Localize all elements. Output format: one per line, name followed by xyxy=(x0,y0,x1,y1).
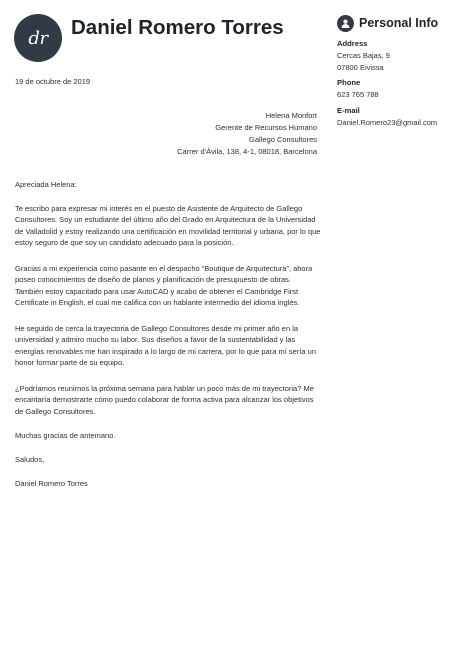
phone-label: Phone xyxy=(337,78,361,87)
letter-thanks: Muchas gracias de antemano. xyxy=(15,431,116,440)
recipient-title: Gerente de Recursos Humano xyxy=(215,123,317,132)
person-icon xyxy=(337,15,354,32)
recipient-name: Helena Monfort xyxy=(265,111,317,120)
recipient-company: Gallego Consultores xyxy=(249,135,317,144)
personal-info-sidebar xyxy=(337,14,467,127)
letter-closing: Saludos, xyxy=(15,455,45,464)
phone-value: 623 765 788 xyxy=(337,90,379,99)
personal-info-header xyxy=(337,14,467,32)
personal-info-title: Personal Info xyxy=(359,16,439,30)
letter-paragraph-3: He seguido de cerca la trayectoria de Gallego Consultores desde mi primer año en la universidad y admiro mucho su labor. Sus diseños a favor de la sustentabilidad y las energías renovables me han inspirado a lo largo de mi carrera, por lo que para mí sería un honor formar parte de su equipo. xyxy=(15,324,316,367)
email-label: E-mail xyxy=(337,106,360,115)
address-line-2: 07800 Eivissa xyxy=(337,63,384,72)
email-value: Daniel.Romero23@gmail.com xyxy=(337,118,438,127)
letter-paragraph-4: ¿Podríamos reunirnos la próxima semana para hablar un poco más de mi trayectoria? Me encantaría demostrarte cómo puedo colaborar de forma activa para alcanzar los objetivos de Gallego Consultores. xyxy=(15,384,314,416)
letter-paragraph-2: Gracias a mi experiencia como pasante en el despacho “Boutique de Arquitectura”, ahora poseo conocimientos de diseño de planos y planificación de presupuesto de obras. También estoy capacitado para usar AutoCAD y acabo de obtener el Cambridge First Certificate in English, el cual me califica con un hablante intermedio del idioma inglés. xyxy=(15,264,313,307)
applicant-name: Daniel Romero Torres xyxy=(71,16,284,39)
monogram-avatar: dr xyxy=(14,14,62,62)
address-line-1: Cercas Bajas, 9 xyxy=(337,51,390,60)
letter-date: 19 de octubre de 2019 xyxy=(15,77,91,86)
letter-paragraph-1: Te escribo para expresar mi interés en el puesto de Asistente de Arquitecto de Gallego Consultores. Soy un estudiante del último año del Grado en Arquitectura de la Universidad de Valladolid y estoy realizando una certificación en movilidad territorial y urbana, por lo que estoy seguro de que soy un candidato adecuado para la posición. xyxy=(15,204,321,247)
letter-greeting: Apreciada Helena: xyxy=(15,180,77,189)
address-label: Address xyxy=(337,39,368,48)
recipient-address: Carrer d'Àvila, 138, 4-1, 08018, Barcelona xyxy=(177,147,317,156)
letter-signature: Daniel Romero Torres xyxy=(15,479,88,488)
